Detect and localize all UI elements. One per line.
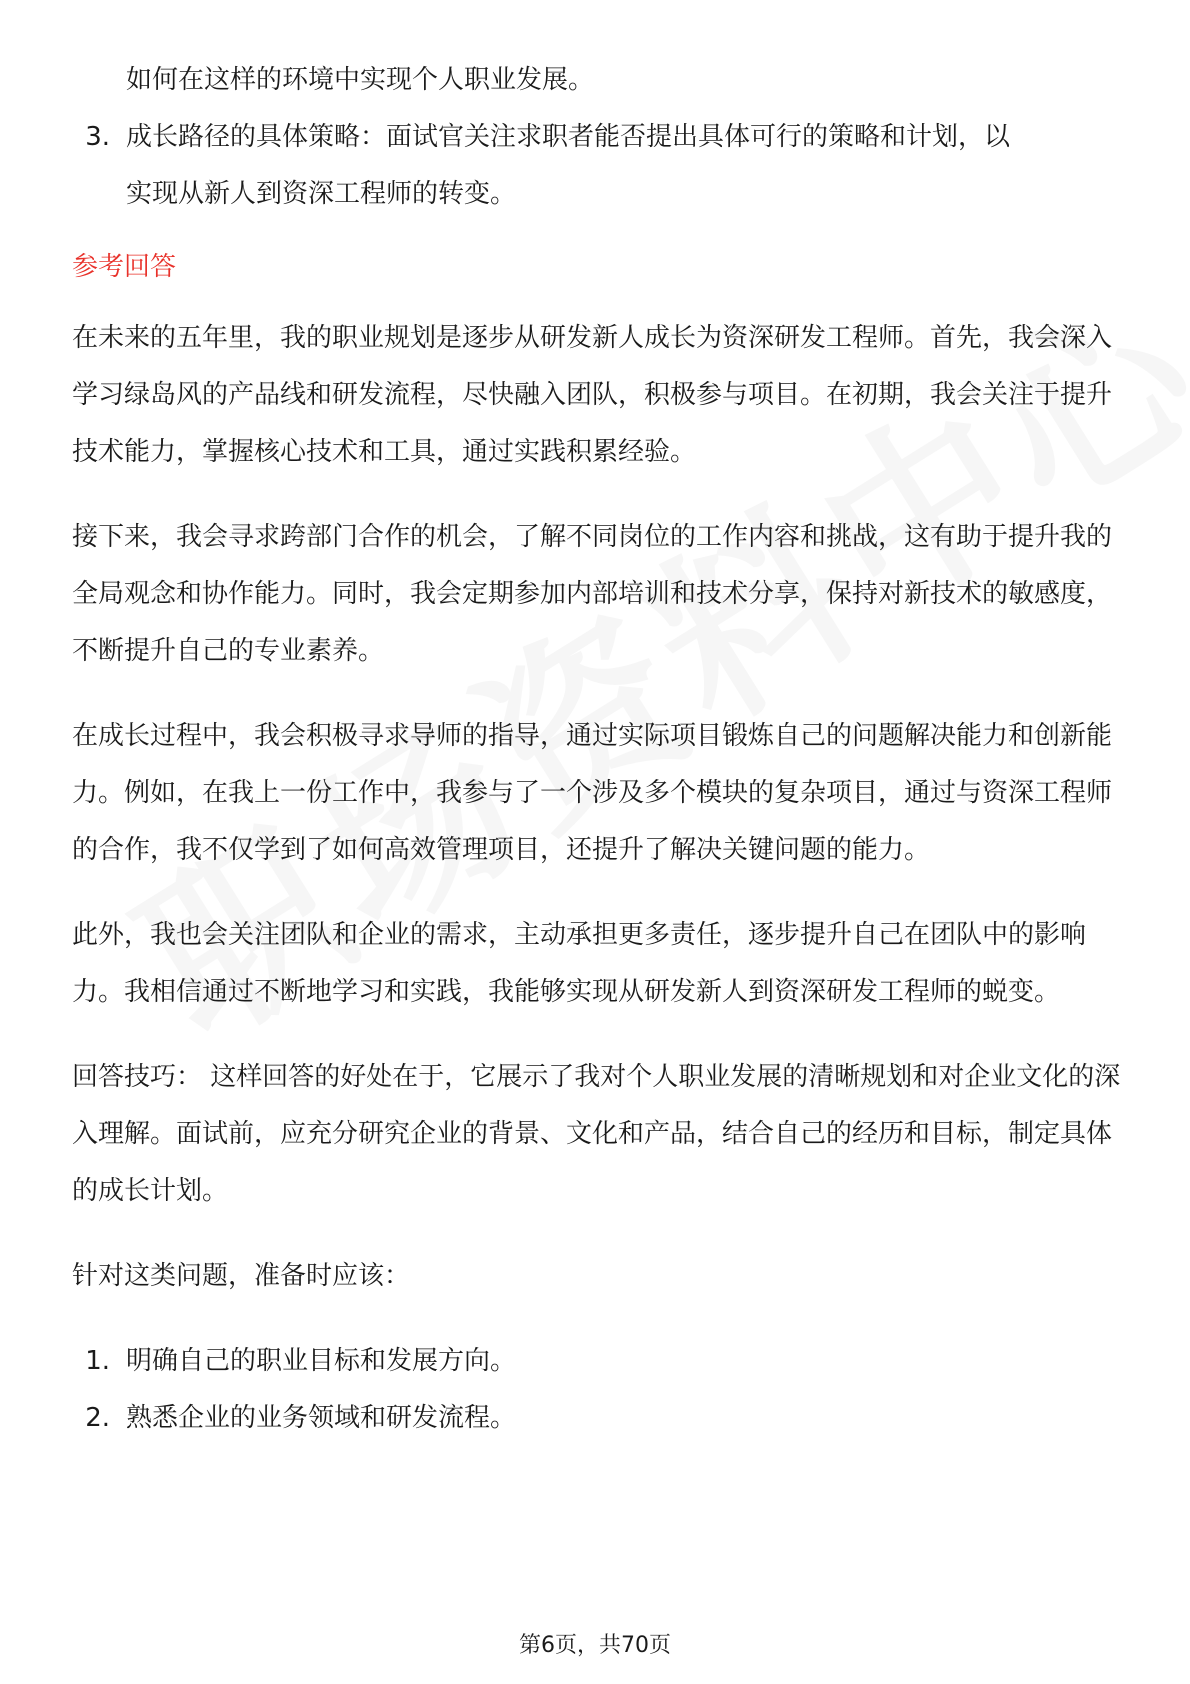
list-text: 明确自己的职业目标和发展方向。 xyxy=(126,1346,517,1376)
intro-continuation: 如何在这样的环境中实现个人职业发展。 xyxy=(126,65,595,95)
answer-tips-paragraph: 回答技巧： 这样回答的好处在于，它展示了我对个人职业发展的清晰规划和对企业文化的深入理解。面试前，应充分研究企业的背景、文化和产品，结合自己的经历和目标，制定具体的成长计划。 xyxy=(72,1062,1121,1206)
list-text: 熟悉企业的业务领域和研发流程。 xyxy=(126,1403,517,1433)
list-number: 2. xyxy=(85,1403,110,1433)
paragraph-3: 在成长过程中，我会积极寻求导师的指导，通过实际项目锻炼自己的问题解决能力和创新能力。例如，在我上一份工作中，我参与了一个涉及多个模块的复杂项目，通过与资深工程师的合作，我不仅学到了如何高效管理项目，还提升了解决关键问题的能力。 xyxy=(72,721,1113,865)
document-page xyxy=(72,52,1124,1447)
page-footer: 第6页，共70页 xyxy=(519,1633,671,1658)
list-number: 3. xyxy=(85,122,110,152)
paragraph-4: 此外，我也会关注团队和企业的需求，主动承担更多责任，逐步提升自己在团队中的影响力。我相信通过不断地学习和实践，我能够实现从研发新人到资深研发工程师的蜕变。 xyxy=(72,920,1087,1007)
paragraph-1: 在未来的五年里，我的职业规划是逐步从研发新人成长为资深研发工程师。首先，我会深入学习绿岛风的产品线和研发流程，尽快融入团队，积极参与项目。在初期，我会关注于提升技术能力，掌握核心技术和工具，通过实践积累经验。 xyxy=(72,323,1113,467)
section-heading: 参考回答 xyxy=(72,252,177,282)
paragraph-2: 接下来，我会寻求跨部门合作的机会，了解不同岗位的工作内容和挑战，这有助于提升我的全局观念和协作能力。同时，我会定期参加内部培训和技术分享，保持对新技术的敏感度，不断提升自己的专业素养。 xyxy=(72,522,1113,666)
list-item-3-continuation: 实现从新人到资深工程师的转变。 xyxy=(126,179,517,209)
list-item-2 xyxy=(72,1390,1124,1447)
list-number: 1. xyxy=(85,1346,110,1376)
list-item-1 xyxy=(72,1333,1124,1390)
list-text: 成长路径的具体策略：面试官关注求职者能否提出具体可行的策略和计划，以 xyxy=(126,122,1011,152)
preparation-intro: 针对这类问题，准备时应该： xyxy=(72,1261,411,1291)
list-item-3 xyxy=(72,109,1124,166)
